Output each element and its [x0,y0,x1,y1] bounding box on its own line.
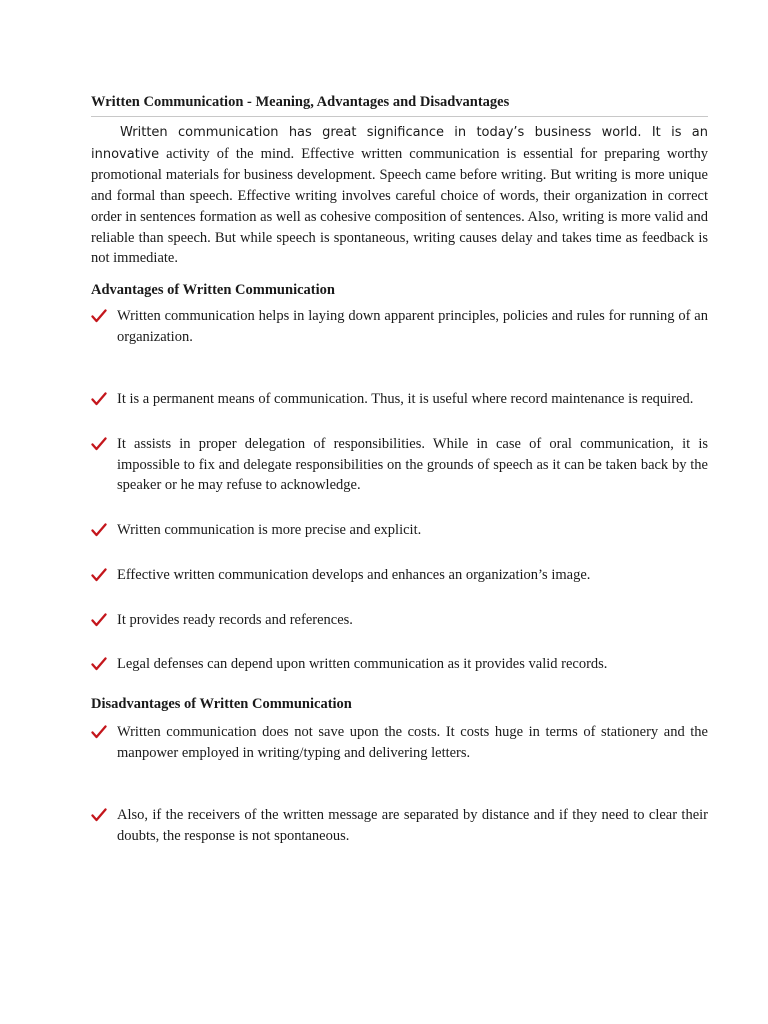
checkmark-icon [91,657,107,671]
checkmark-icon [91,437,107,451]
intro-body-text: activity of the mind. Effective written communication is essential for preparing worthy promotional materials for business development. Speech came before writing. But writing is more unique and formal than speech. Effective writing involves careful choice of words, their organization in correct order in sentences formation as well as cohesive composition of sentences. Also, writing is more valid and reliable than speech. But while speech is spontaneous, writing causes delay and takes time as feedback is not immediate. [91,145,708,267]
document-title: Written Communication - Meaning, Advantages and Disadvantages [91,92,708,117]
list-item-text: It is a permanent means of communication. Thus, it is useful where record maintenance is required. [117,391,694,408]
list-item [91,565,708,586]
list-item [91,805,708,846]
advantages-list [91,306,708,675]
checkmark-icon [91,568,107,582]
list-item [91,434,708,496]
checkmark-icon [91,808,107,822]
list-item-text: Written communication helps in laying down apparent principles, policies and rules for running of an organization. [117,307,708,345]
list-item-text: Written communication does not save upon the costs. It costs huge in terms of stationery and the manpower employed in writing/typing and delivering letters. [117,723,708,761]
list-item [91,722,708,763]
list-item [91,654,708,675]
list-item-text: Legal defenses can depend upon written communication as it provides valid records. [117,656,608,673]
list-item [91,389,708,410]
list-item-text: Also, if the receivers of the written message are separated by distance and if they need to clear their doubts, the response is not spontaneous. [117,807,708,845]
disadvantages-list [91,722,708,847]
advantages-heading: Advantages of Written Communication [91,281,335,298]
list-item-text: Written communication is more precise and explicit. [117,522,422,539]
list-item [91,610,708,631]
list-item-text: It assists in proper delegation of responsibilities. While in case of oral communication, it is impossible to fix and delegate responsibilities on the grounds of speech as it can be taken back by the speaker or he may refuse to acknowledge. [117,436,708,494]
checkmark-icon [91,309,107,323]
list-item [91,520,708,541]
checkmark-icon [91,725,107,739]
list-item-text: Effective written communication develops and enhances an organization’s image. [117,566,591,583]
disadvantages-heading: Disadvantages of Written Communication [91,695,352,712]
intro-paragraph [91,122,708,269]
list-item [91,306,708,347]
list-item-text: It provides ready records and references. [117,611,353,628]
checkmark-icon [91,392,107,406]
intro-lead-text: Written communication has great significance in today’s business world. It is an innovative [91,125,708,162]
checkmark-icon [91,523,107,537]
checkmark-icon [91,613,107,627]
document-page [91,92,708,847]
